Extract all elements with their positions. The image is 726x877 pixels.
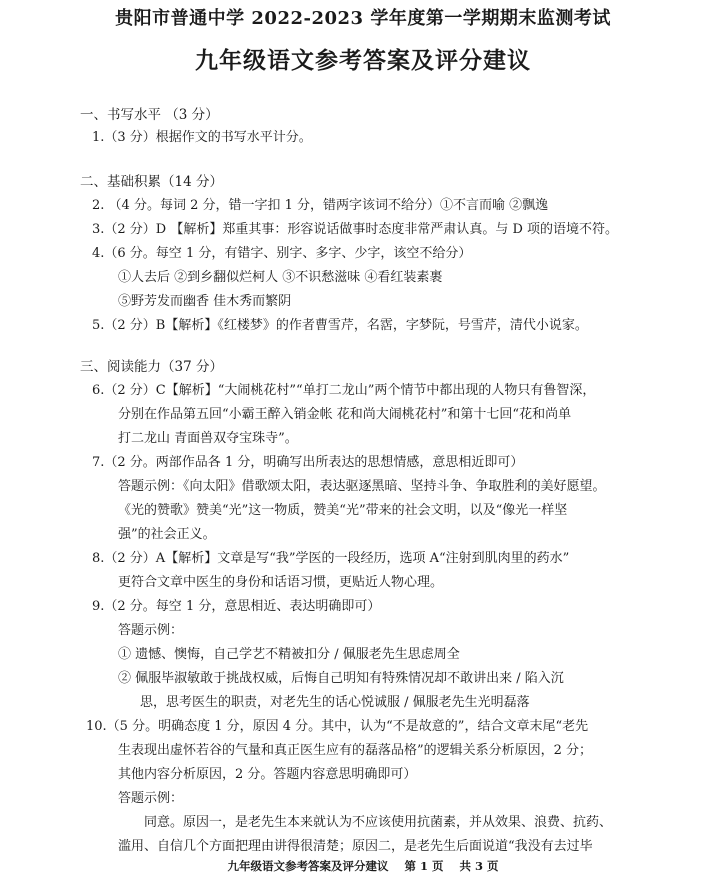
answer-line: ② 佩服毕淑敏敢于挑战权威，后悔自己明知有特殊情况却不敢讲出来 / 陷入沉	[118, 671, 564, 686]
answer-line: 《光的赞歌》赞美“光”这一物质，赞美“光”带来的社会文明，以及“像光一样坚	[118, 503, 568, 518]
answer-line: ⑤野芳发而幽香 佳木秀而繁阴	[118, 294, 292, 309]
answer-line: 思，思考医生的职责，对老先生的话心悦诚服 / 佩服老先生光明磊落	[140, 695, 530, 710]
answer-line: 生表现出虚怀若谷的气量和真正医生应有的磊落品格”的逻辑关系分析原因，2 分；	[118, 743, 593, 758]
answer-line: 答题示例：	[118, 791, 184, 806]
answer-line: 3.（2 分）D 【解析】郑重其事：形容说话做事时态度非常严肃认真。与 D 项的语境不符。	[92, 222, 619, 237]
answer-line: 2. （4 分。每词 2 分，错一字扣 1 分，错两字该词不给分）①不言而喻 ②飘逸	[92, 198, 549, 213]
answer-line: 滥用、自信几个方面把理由讲得很清楚；原因二，是老先生后面说道“我没有去过毕	[118, 839, 593, 854]
section-heading-basics: 二、基础积累（14 分）	[80, 174, 223, 190]
exam-title: 贵阳市普通中学 2022-2023 学年度第一学期期末监测考试	[115, 8, 611, 29]
page-footer	[0, 858, 726, 874]
document-title: 九年级语文参考答案及评分建议	[195, 47, 531, 74]
answer-line: 1.（3 分）根据作文的书写水平计分。	[92, 130, 312, 145]
answer-line: 4.（6 分。每空 1 分，有错字、别字、多字、少字，该空不给分）	[92, 246, 472, 261]
answer-line: 分别在作品第五回“小霸王醉入销金帐 花和尚大闹桃花村”和第十七回“花和尚单	[118, 407, 572, 422]
answer-line: 8.（2 分）A【解析】文章是写“我”学医的一段经历，选项 A“注射到肌肉里的药水”	[92, 551, 570, 566]
answer-line: 强”的社会正义。	[118, 527, 216, 542]
answer-line: 6.（2 分）C【解析】“大闹桃花村”“单打二龙山”两个情节中都出现的人物只有鲁智深，	[92, 383, 596, 398]
answer-line: 打二龙山 青面兽双夺宝珠寺”。	[118, 431, 298, 446]
answer-line: ①人去后 ②到乡翻似烂柯人 ③不识愁滋味 ④看红装素裹	[118, 270, 443, 285]
section-heading-writing: 一、书写水平 （3 分）	[80, 107, 219, 123]
footer-page-number: 第 1 页	[404, 859, 444, 873]
answer-line: 同意。原因一，是老先生本来就认为不应该使用抗菌素，并从效果、浪费、抗药、	[144, 815, 613, 830]
section-heading-reading: 三、阅读能力（37 分）	[80, 359, 223, 375]
footer-doc-name: 九年级语文参考答案及评分建议	[227, 859, 389, 873]
answer-line: 9.（2 分。每空 1 分，意思相近、表达明确即可）	[92, 599, 381, 614]
answer-line: 答题示例：《向太阳》借歌颂太阳，表达驱逐黑暗、坚持斗争、争取胜利的美好愿望。	[118, 479, 606, 494]
answer-line: 答题示例：	[118, 623, 184, 638]
answer-line: 7.（2 分。两部作品各 1 分，明确写出所表达的思想情感，意思相近即可）	[92, 455, 524, 470]
answer-line: ① 遗憾、懊悔，自己学艺不精被扣分 / 佩服老先生思虑周全	[118, 647, 460, 662]
answer-line: 10.（5 分。明确态度 1 分，原因 4 分。其中，认为“不是故意的”，结合文章末尾“老先	[86, 719, 589, 734]
footer-page-total: 共 3 页	[459, 859, 499, 873]
answer-line: 其他内容分析原因，2 分。答题内容意思明确即可）	[118, 767, 417, 782]
answer-line: 更符合文章中医生的身份和话语习惯，更贴近人物心理。	[118, 575, 444, 590]
answer-line: 5.（2 分）B【解析】《红楼梦》的作者曹雪芹，名霑，字梦阮，号雪芹，清代小说家。	[92, 318, 588, 333]
